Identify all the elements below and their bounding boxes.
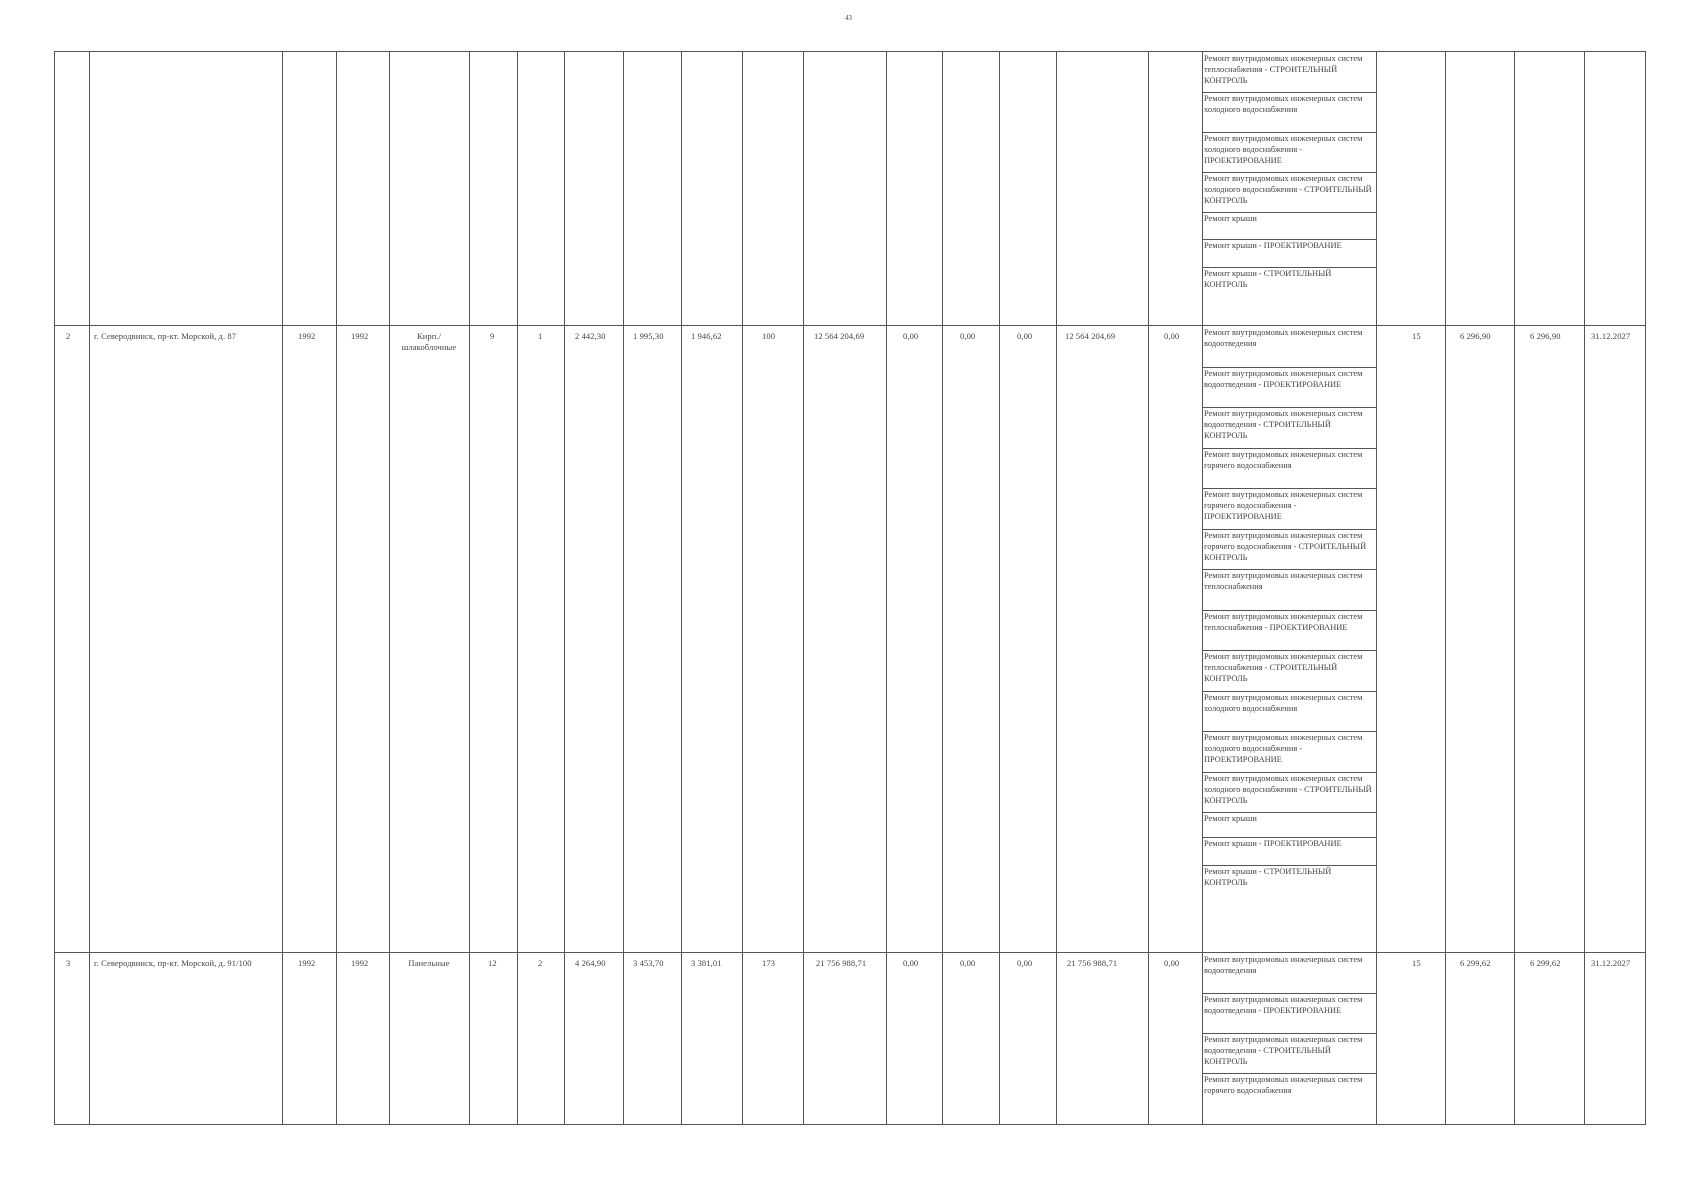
address: г. Северодвинск, пр-кт. Морской, д. 87: [94, 331, 237, 341]
fund-owners: 21 756 988,71: [1067, 958, 1118, 968]
col-line: [999, 52, 1000, 1124]
residential-area: 1 946,62: [691, 331, 722, 341]
col-line: [942, 52, 943, 1124]
work-item: Ремонт внутридомовых инженерных систем горячего водоснабжения - СТРОИТЕЛЬНЫЙ КОНТРОЛЬ: [1204, 530, 1367, 562]
deadline: 31.12.2027: [1591, 331, 1631, 341]
work-item: Ремонт внутридомовых инженерных систем холодного водоснабжения - СТРОИТЕЛЬНЫЙ КОНТРОЛЬ: [1204, 174, 1372, 205]
col-line: [1148, 52, 1149, 1124]
unit-cost: 6 296,90: [1460, 331, 1491, 341]
floors: 12: [488, 958, 497, 968]
col-line: [336, 52, 337, 1124]
col-line: [282, 52, 283, 1124]
work-item: Ремонт внутридомовых инженерных систем водоотведения - ПРОЕКТИРОВАНИЕ: [1204, 995, 1363, 1015]
work-item: Ремонт внутридомовых инженерных систем водоотведения: [1204, 955, 1363, 975]
year-commissioned: 1992: [351, 958, 369, 968]
work-item: Ремонт крыши - СТРОИТЕЛЬНЫЙ КОНТРОЛЬ: [1204, 269, 1332, 289]
col-line: [803, 52, 804, 1124]
max-unit-cost: 6 296,90: [1530, 331, 1561, 341]
work-item: Ремонт крыши: [1204, 814, 1257, 823]
col-line: [389, 52, 390, 1124]
col-line: [1514, 52, 1515, 1124]
fund-other: 0,00: [1164, 331, 1180, 341]
term: 15: [1412, 331, 1421, 341]
col-line: [1376, 52, 1377, 1124]
col-line: [564, 52, 565, 1124]
year-commissioned: 1992: [351, 331, 369, 341]
address: г. Северодвинск, пр-кт. Морской, д. 91/100: [94, 958, 252, 968]
col-line: [886, 52, 887, 1124]
fund-regional: 0,00: [960, 958, 976, 968]
fund-local: 0,00: [1017, 331, 1033, 341]
col-line: [1056, 52, 1057, 1124]
fund-other: 0,00: [1164, 958, 1180, 968]
work-item: Ремонт внутридомовых инженерных систем холодного водоснабжения - СТРОИТЕЛЬНЫЙ КОНТРОЛЬ: [1204, 773, 1372, 805]
col-line: [469, 52, 470, 1124]
row-number: 3: [66, 958, 71, 968]
col-line: [1584, 52, 1585, 1124]
work-item: Ремонт внутридомовых инженерных систем холодного водоснабжения - ПРОЕКТИРОВАНИЕ: [1204, 134, 1363, 165]
unit-cost: 6 299,62: [1460, 958, 1491, 968]
term: 15: [1412, 958, 1421, 968]
work-item: Ремонт внутридомовых инженерных систем водоотведения: [1204, 328, 1363, 348]
work-item: Ремонт внутридомовых инженерных систем холодного водоснабжения - ПРОЕКТИРОВАНИЕ: [1204, 733, 1363, 764]
col-line: [517, 52, 518, 1124]
entrances: 2: [538, 958, 543, 968]
capital-repair-table: [54, 51, 1646, 1125]
deadline: 31.12.2027: [1591, 958, 1631, 968]
work-item: Ремонт крыши - СТРОИТЕЛЬНЫЙ КОНТРОЛЬ: [1204, 867, 1332, 887]
work-item: Ремонт крыши - ПРОЕКТИРОВАНИЕ: [1204, 839, 1342, 848]
residents: 173: [762, 958, 776, 968]
page-number: 43: [845, 14, 852, 22]
wall-material: Панельные: [408, 958, 450, 968]
wall-material: Кирп./шлакоблочные: [401, 331, 457, 352]
work-item: Ремонт внутридомовых инженерных систем холодного водоснабжения: [1204, 94, 1363, 114]
floors: 9: [490, 331, 495, 341]
row-separator: [54, 952, 1646, 953]
max-unit-cost: 6 299,62: [1530, 958, 1561, 968]
year-built: 1992: [298, 331, 316, 341]
col-line: [623, 52, 624, 1124]
fund-owners: 12 564 204,69: [1065, 331, 1116, 341]
work-item: Ремонт внутридомовых инженерных систем горячего водоснабжения: [1204, 449, 1363, 470]
living-area: 1 995,30: [633, 331, 664, 341]
col-line: [89, 52, 90, 1124]
fund-regional: 0,00: [960, 331, 976, 341]
entrances: 1: [538, 331, 543, 341]
work-item: Ремонт внутридомовых инженерных систем водоотведения - СТРОИТЕЛЬНЫЙ КОНТРОЛЬ: [1204, 1035, 1363, 1066]
residents: 100: [762, 331, 776, 341]
work-item: Ремонт крыши - ПРОЕКТИРОВАНИЕ: [1204, 241, 1342, 250]
col-line: [1645, 52, 1646, 1124]
fund-federal: 0,00: [903, 958, 919, 968]
work-item: Ремонт внутридомовых инженерных систем теплоснабжения: [1204, 571, 1363, 591]
work-item: Ремонт внутридомовых инженерных систем водоотведения - СТРОИТЕЛЬНЫЙ КОНТРОЛЬ: [1204, 409, 1363, 440]
work-item: Ремонт внутридомовых инженерных систем горячего водоснабжения: [1204, 1075, 1363, 1095]
total-cost: 12 564 204,69: [814, 331, 865, 341]
row-number: 2: [66, 331, 71, 341]
work-item: Ремонт внутридомовых инженерных систем теплоснабжения - СТРОИТЕЛЬНЫЙ КОНТРОЛЬ: [1204, 54, 1363, 85]
col-line: [54, 52, 55, 1124]
living-area: 3 453,70: [633, 958, 664, 968]
total-area: 2 442,30: [575, 331, 606, 341]
work-item: Ремонт крыши: [1204, 214, 1257, 223]
total-cost: 21 756 988,71: [816, 958, 867, 968]
fund-federal: 0,00: [903, 331, 919, 341]
work-item: Ремонт внутридомовых инженерных систем водоотведения - ПРОЕКТИРОВАНИЕ: [1204, 368, 1363, 389]
work-item: Ремонт внутридомовых инженерных систем холодного водоснабжения: [1204, 692, 1363, 713]
col-line: [742, 52, 743, 1124]
fund-local: 0,00: [1017, 958, 1033, 968]
col-line: [681, 52, 682, 1124]
row-separator: [54, 325, 1646, 326]
residential-area: 3 381,01: [691, 958, 722, 968]
work-item: Ремонт внутридомовых инженерных систем теплоснабжения - ПРОЕКТИРОВАНИЕ: [1204, 611, 1363, 632]
year-built: 1992: [298, 958, 316, 968]
work-item: Ремонт внутридомовых инженерных систем горячего водоснабжения - ПРОЕКТИРОВАНИЕ: [1204, 490, 1363, 521]
work-item: Ремонт внутридомовых инженерных систем теплоснабжения - СТРОИТЕЛЬНЫЙ КОНТРОЛЬ: [1204, 652, 1363, 683]
total-area: 4 264,90: [575, 958, 606, 968]
col-line: [1445, 52, 1446, 1124]
